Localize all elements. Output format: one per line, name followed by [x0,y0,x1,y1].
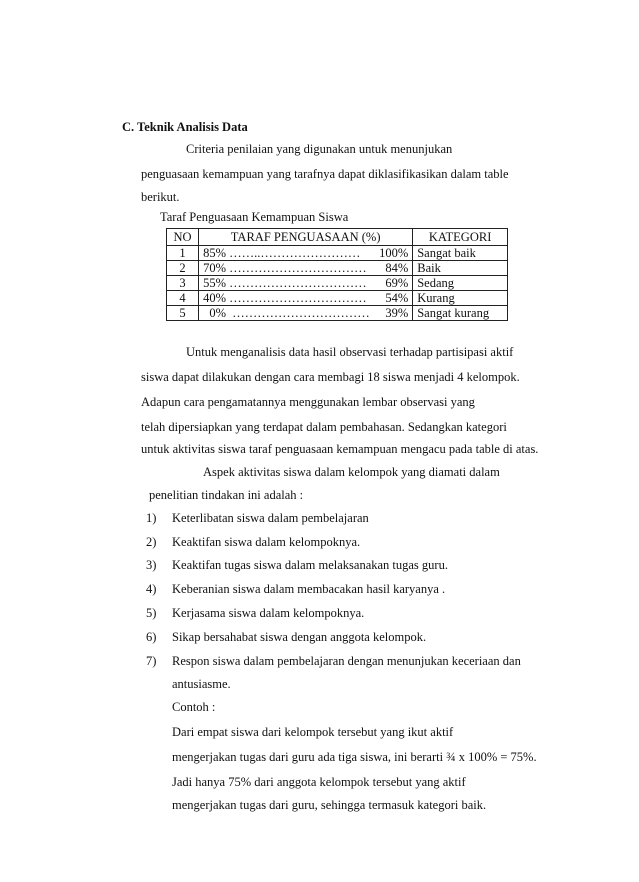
list-item [146,534,360,550]
list-text: Sikap bersahabat siswa dengan anggota kelompok. [172,630,427,644]
row-range: 40% …………………………… [203,291,367,305]
contoh-line-2: mengerjakan tugas dari guru ada tiga siswa, ini berarti ¾ x 100% = 75%. [172,750,537,764]
list-number: 4) [146,582,157,596]
para2-line-5: untuk aktivitas siswa taraf penguasaan kemampuan mengacu pada table di atas. [141,442,539,456]
header-taraf: TARAF PENGUASAAN (%) [199,229,413,246]
list-number: 7) [146,654,157,668]
row-taraf [199,306,413,321]
row-kategori: Sedang [413,276,508,291]
row-upper: 100% [379,246,409,260]
row-upper: 39% [385,306,409,320]
header-no: NO [167,229,199,246]
table-caption: Taraf Penguasaan Kemampuan Siswa [160,210,349,224]
para1-line-2: penguasaan kemampuan yang tarafnya dapat diklasifikasikan dalam table [141,167,509,181]
row-kategori: Sangat baik [413,246,508,261]
taraf-penguasaan-table [166,228,508,321]
list-text: Keaktifan siswa dalam kelompoknya. [172,535,361,549]
list-item [146,581,445,597]
contoh-line-4: mengerjakan tugas dari guru, sehingga termasuk kategori baik. [172,798,487,812]
row-range: 55% …………………………… [203,276,367,290]
contoh-line-3: Jadi hanya 75% dari anggota kelompok tersebut yang aktif [172,775,466,789]
list-text: Kerjasama siswa dalam kelompoknya. [172,606,365,620]
table-row [167,276,508,291]
list-number: 5) [146,606,157,620]
header-kategori: KATEGORI [413,229,508,246]
table-row [167,261,508,276]
row-kategori: Baik [413,261,508,276]
para1-line-1: Criteria penilaian yang digunakan untuk menunjukan [186,142,453,156]
row-no: 5 [167,306,199,321]
row-upper: 84% [385,261,409,275]
list-text: Keterlibatan siswa dalam pembelajaran [172,511,369,525]
list-item [146,605,364,621]
row-upper: 54% [385,291,409,305]
list-number: 6) [146,630,157,644]
row-range: 0% …………………………… [203,306,370,320]
table-header-row [167,229,508,246]
list-text: Keberanian siswa dalam membacakan hasil karyanya . [172,582,446,596]
list-number: 3) [146,558,157,572]
list7-continuation: antusiasme. [172,677,231,691]
section-heading: C. Teknik Analisis Data [122,120,248,134]
list-item [146,557,448,573]
row-no: 1 [167,246,199,261]
row-kategori: Sangat kurang [413,306,508,321]
para2-line-4: telah dipersiapkan yang terdapat dalam pembahasan. Sedangkan kategori [141,420,507,434]
list-number: 1) [146,511,157,525]
list-item [146,510,369,526]
contoh-label: Contoh : [172,700,216,714]
row-no: 3 [167,276,199,291]
table-row [167,246,508,261]
para2-line-1: Untuk menganalisis data hasil observasi terhadap partisipasi aktif [186,345,514,359]
list-item [146,629,426,645]
list-text: Keaktifan tugas siswa dalam melaksanakan tugas guru. [172,558,448,572]
contoh-line-1: Dari empat siswa dari kelompok tersebut yang ikut aktif [172,725,454,739]
para3-line-2: penelitian tindakan ini adalah : [149,488,304,502]
row-no: 4 [167,291,199,306]
row-range: 70% …………………………… [203,261,367,275]
row-kategori: Kurang [413,291,508,306]
row-taraf [199,246,413,261]
para1-line-3: berikut. [141,190,180,204]
para2-line-2: siswa dapat dilakukan dengan cara membagi 18 siswa menjadi 4 kelompok. [141,370,520,384]
para2-line-3: Adapun cara pengamatannya menggunakan lembar observasi yang [141,395,475,409]
row-no: 2 [167,261,199,276]
row-taraf [199,261,413,276]
para3-line-1: Aspek aktivitas siswa dalam kelompok yang diamati dalam [203,465,500,479]
table-row [167,306,508,321]
row-range: 85% ……..…………………… [203,246,361,260]
row-upper: 69% [385,276,409,290]
row-taraf [199,276,413,291]
table-row [167,291,508,306]
list-text: Respon siswa dalam pembelajaran dengan menunjukan keceriaan dan [172,654,521,668]
list-number: 2) [146,535,157,549]
row-taraf [199,291,413,306]
